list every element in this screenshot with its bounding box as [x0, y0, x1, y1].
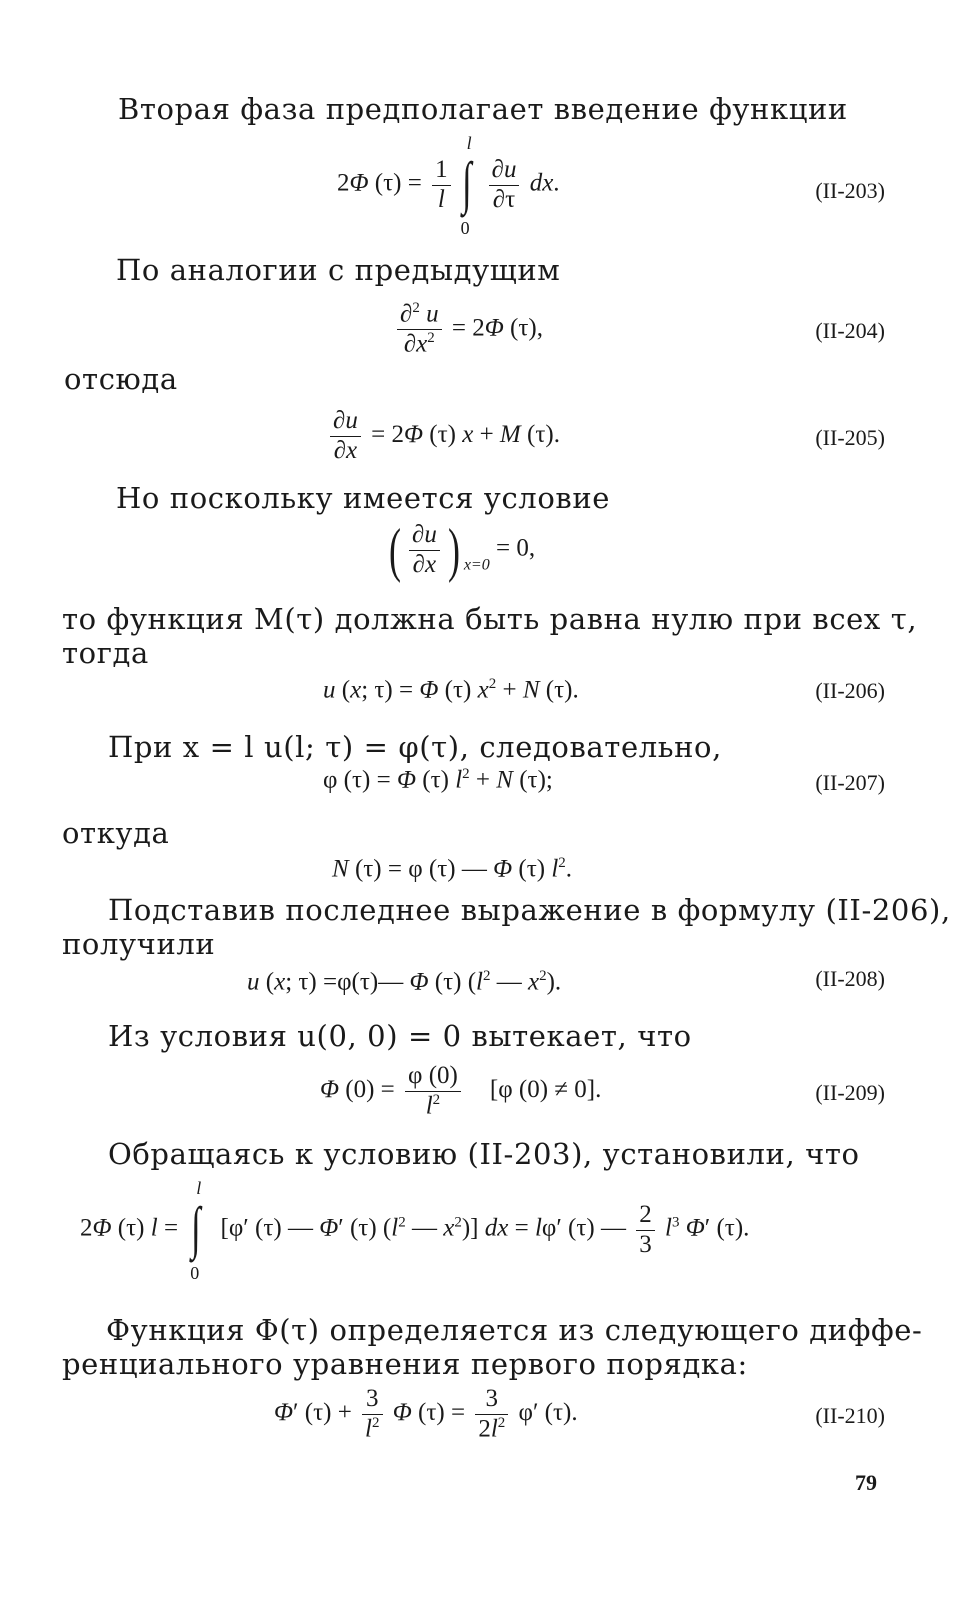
paragraph-text: Но поскольку имеется условие [116, 481, 611, 515]
equation-204: $\frac{\partial^2 u}{\partial x^2}$ = 2Φ (τ), [393, 300, 543, 359]
paragraph-text: Функция Φ(τ) определяется из следующего диффе- [106, 1313, 923, 1347]
paragraph-text: откуда [62, 816, 170, 850]
equation-number: (II-207) [815, 770, 885, 795]
equation-number: (II-204) [815, 318, 885, 343]
page-number: 79 [855, 1470, 877, 1495]
paragraph-text: то функция M(τ) должна быть равна нулю при всех τ, [62, 602, 918, 636]
paragraph-text: По аналогии с предыдущим [116, 253, 561, 287]
equation-208: u (x; τ) =φ(τ)— Φ (τ) ($l^2$ — $x^2$). [247, 968, 562, 996]
equation-206: u (x; τ) = Φ (τ) $x^2 + N$ (τ). [323, 676, 579, 704]
equation-number: (II-203) [815, 178, 885, 203]
paragraph-text: Подставив последнее выражение в формулу (II-206), [108, 893, 951, 927]
paragraph-text: ренциального уравнения первого порядка: [62, 1347, 748, 1381]
equation-integral: 2Φ (τ) l = l ∫ 0 [φ′ (τ) — Φ′ (τ) ($l^2$ — $x^2$)] dx = lφ′ (τ) — $\frac{2}{3}$ $l^3$ Φ′ (τ). [80, 1178, 750, 1283]
equation-unnumbered: N (τ) = φ (τ) — Φ (τ) $l^2$. [332, 855, 573, 883]
equation-number: (II-206) [815, 678, 885, 703]
equation-205: $\frac{\partial u}{\partial x}$ = 2Φ (τ) x + M (τ). [326, 407, 560, 466]
equation-number: (II-209) [815, 1080, 885, 1105]
paragraph-text: При x = l u(l; τ) = φ(τ), следовательно, [108, 730, 722, 764]
paragraph-text: тогда [62, 636, 149, 670]
equation-207: φ (τ) = Φ (τ) $l^2 + N$ (τ); [323, 766, 553, 794]
equation-number: (II-208) [815, 966, 885, 991]
paragraph-text: получили [62, 927, 216, 961]
boundary-condition: ( $\frac{\partial u}{\partial x}$ ) $_{x=0}$ = 0, [388, 517, 536, 583]
paragraph-text: Из условия u(0, 0) = 0 вытекает, что [108, 1019, 692, 1053]
paragraph-text: отсюда [64, 362, 178, 396]
equation-210: Φ′ (τ) + $\frac{3}{l^2}$ Φ (τ) = $\frac{3}{2l^2}$ φ′ (τ). [274, 1385, 578, 1443]
equation-number: (II-210) [815, 1403, 885, 1428]
equation-number: (II-205) [815, 425, 885, 450]
equation-209: Φ (0) = $\frac{\varphi (0)}{l^2}$ [φ (0) ≠ 0]. [320, 1062, 602, 1120]
paragraph-text: Вторая фаза предполагает введение функции [118, 92, 848, 126]
paragraph-text: Обращаясь к условию (II-203), установили, что [108, 1137, 860, 1171]
equation-203: 2Φ (τ) = $\frac{1}{l}$ l ∫ 0 $\frac{\partial u}{\partial\tau}$ dx. [337, 133, 560, 238]
